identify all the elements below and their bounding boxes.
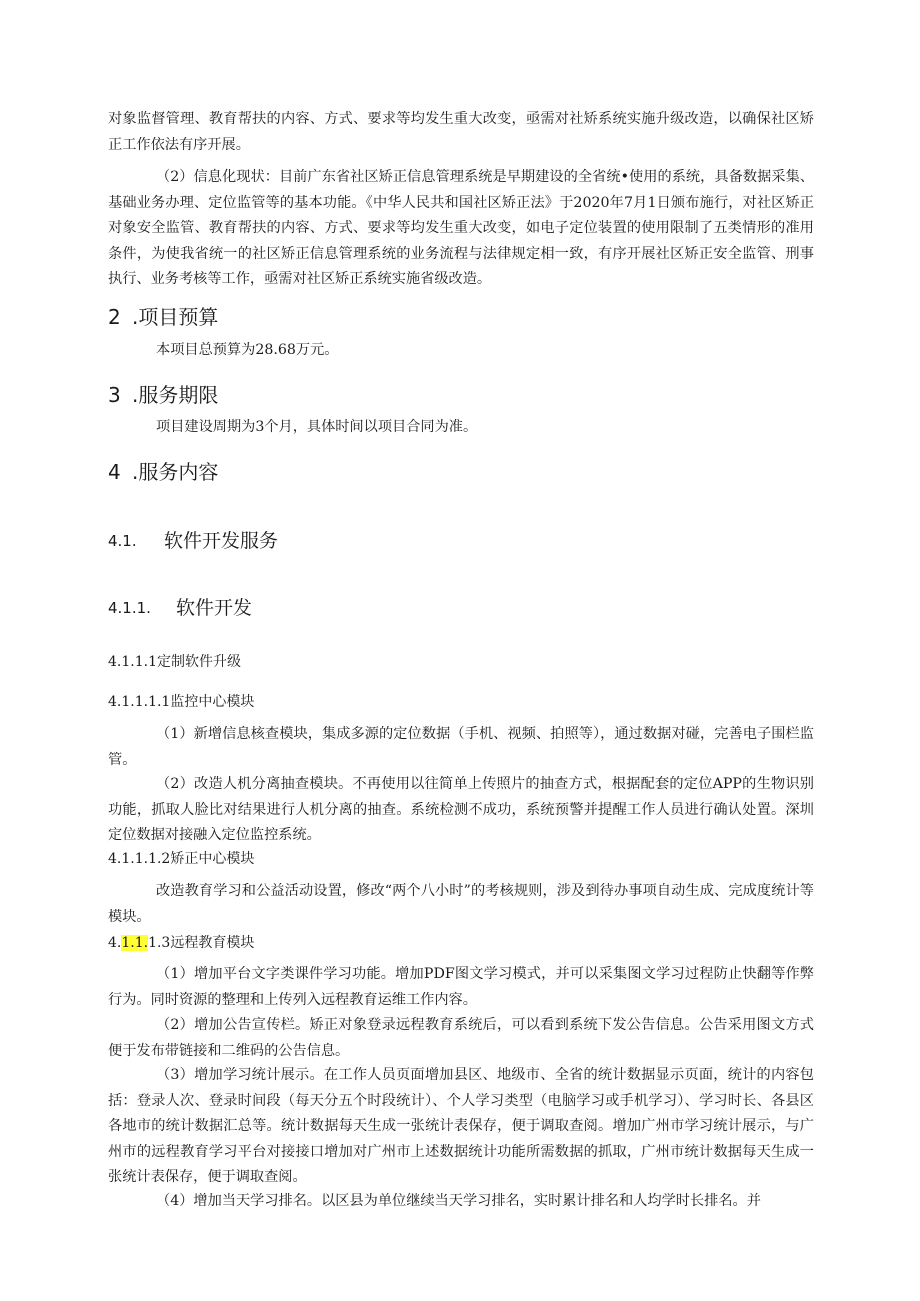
remote-paragraph-2: （2）增加公告宣传栏。矫正对象登录远程教育系统后，可以看到系统下发公告信息。公告采用图文方式便于发布带链接和二维码的公告信息。 xyxy=(108,1017,814,1059)
heading-suffix: 1.3远程教育模块 xyxy=(148,935,255,951)
section-4-1-heading xyxy=(108,527,278,555)
section-3-number: 3 xyxy=(108,383,121,407)
intro-paragraph-1: 对象监督管理、教育帮扶的内容、方式、要求等均发生重大改变，亟需对社矫系统实施升级改造，以确保社区矫正工作依法有序开展。 xyxy=(108,111,814,153)
heading-prefix: 4. xyxy=(108,935,122,951)
section-2-number: 2 xyxy=(108,305,121,329)
highlighted-text: 1.1. xyxy=(121,935,149,951)
section-4-1-1-number: 4.1.1. xyxy=(108,599,151,617)
correction-paragraph-1: 改造教育学习和公益活动设置，修改“两个八小时”的考核规则，涉及到待办事项自动生成、完成度统计等模块。 xyxy=(108,883,814,925)
section-3-heading xyxy=(108,381,218,409)
section-3-body: 项目建设周期为3个月，具体时间以项目合同为准。 xyxy=(156,419,478,435)
remote-paragraph-1: （1）增加平台文字类课件学习功能。增加PDF图文学习模式，并可以采集图文学习过程防止快翻等作弊行为。同时资源的整理和上传列入远程教育运维工作内容。 xyxy=(108,966,814,1008)
section-3-title: .服务期限 xyxy=(132,383,219,407)
remote-paragraph-3: （3）增加学习统计展示。在工作人员页面增加县区、地级市、全省的统计数据显示页面，统计的内容包括：登录人次、登录时间段（每天分五个时段统计）、个人学习类型（电脑学习或手机学习）、学习时长、各县区各地市的统计数据汇总等。统计数据每天生成一张统计表保存，便于调取查阅。增加广州市学习统计展示，与广州市的远程教育学习平台对接接口增加对广州市上述数据统计功能所需数据的抓取，广州市统计数据每天生成一张统计表保存，便于调取查阅。 xyxy=(108,1067,814,1185)
monitor-paragraph-1: （1）新增信息核查模块，集成多源的定位数据（手机、视频、拍照等），通过数据对碰，完善电子围栏监管。 xyxy=(108,726,814,768)
section-2-body: 本项目总预算为28.68万元。 xyxy=(156,342,339,358)
section-4-title: .服务内容 xyxy=(132,460,219,484)
section-4-1-1-1-1-heading: 4.1.1.1.1监控中心模块 xyxy=(108,694,255,710)
intro-paragraph-2: （2）信息化现状：目前广东省社区矫正信息管理系统是早期建设的全省统•使用的系统，具备数据采集、基础业务办理、定位监管等的基本功能。《中华人民共和国社区矫正法》于2020年7月1日颁布施行，对社区矫正对象安全监管、教育帮扶的内容、方式、要求等均发生重大改变，如电子定位装置的使用限制了五类情形的准用条件，为使我省统一的社区矫正信息管理系统的业务流程与法律规定相一致，有序开展社区矫正安全监管、刑事执行、业务考核等工作，亟需对社区矫正系统实施省级改造。 xyxy=(108,169,814,287)
section-2-heading xyxy=(108,303,218,331)
section-4-1-1-1-3-heading xyxy=(108,932,254,954)
section-4-1-number: 4.1. xyxy=(108,532,137,550)
section-4-1-1-1-heading: 4.1.1.1定制软件升级 xyxy=(108,654,241,670)
section-4-number: 4 xyxy=(108,460,121,484)
monitor-paragraph-2: （2）改造人机分离抽查模块。不再使用以往简单上传照片的抽查方式，根据配套的定位APP的生物识别功能，抓取人脸比对结果进行人机分离的抽查。系统检测不成功，系统预警并提醒工作人员进行确认处置。深圳定位数据对接融入定位监控系统。 xyxy=(108,776,814,843)
section-4-1-1-title: 软件开发 xyxy=(176,597,253,619)
remote-paragraph-4: （4）增加当天学习排名。以区县为单位继续当天学习排名，实时累计排名和人均学时长排名。并 xyxy=(156,1193,761,1209)
section-4-1-title: 软件开发服务 xyxy=(164,530,279,552)
section-4-1-1-heading xyxy=(108,594,252,622)
section-4-heading xyxy=(108,458,218,486)
section-2-title: .项目预算 xyxy=(132,305,219,329)
section-4-1-1-1-2-heading: 4.1.1.1.2矫正中心模块 xyxy=(108,851,255,867)
